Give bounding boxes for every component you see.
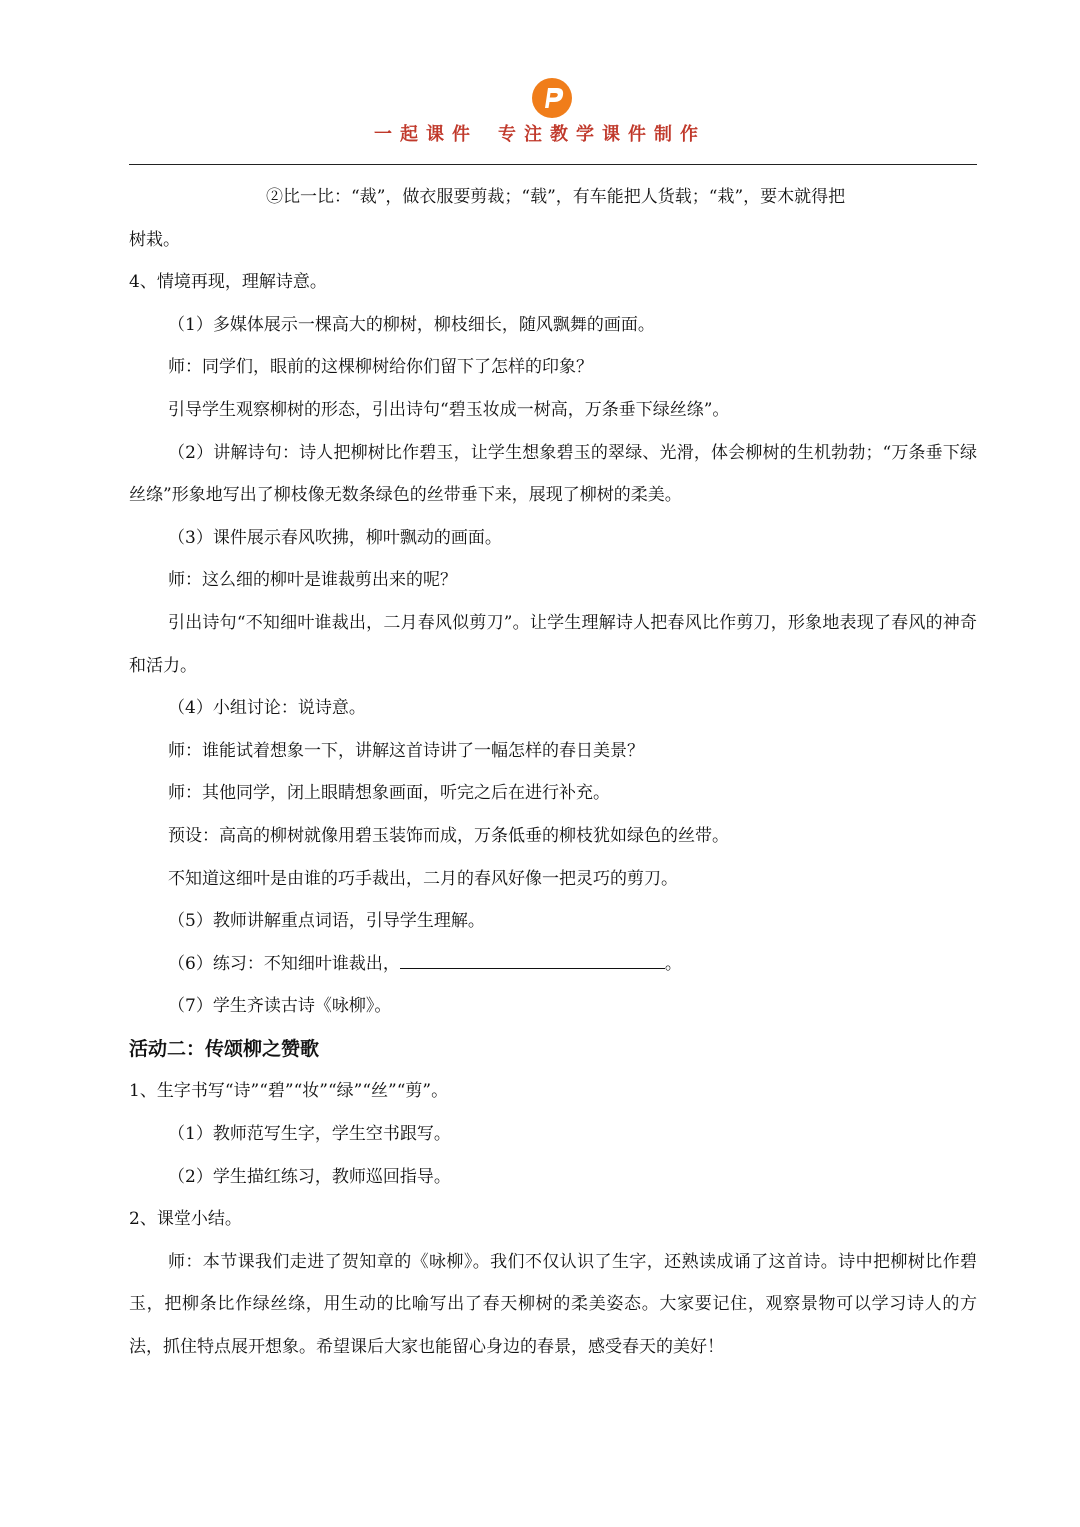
paragraph: （4）小组讨论：说诗意。 [168, 698, 366, 719]
paragraph: （1）多媒体展示一棵高大的柳树，柳枝细长，随风飘舞的画面。 [168, 314, 655, 335]
paragraph: （7）学生齐读古诗《咏柳》。 [168, 996, 392, 1017]
document-body [129, 176, 977, 1369]
paragraph: 师：本节课我们走进了贺知章的《咏柳》。我们不仅认识了生字，还熟读成诵了这首诗。诗中把柳树比作碧玉，把柳条比作绿丝绦，用生动的比喻写出了春天柳树的柔美姿态。大家要记住，观察景物可以学习诗人的方法，抓住特点展开想象。希望课后大家也能留心身边的春景，感受春天的美好！ [129, 1251, 977, 1358]
paragraph: 预设：高高的柳树就像用碧玉装饰而成，万条低垂的柳枝犹如绿色的丝带。 [168, 825, 729, 846]
paragraph: （2）讲解诗句：诗人把柳树比作碧玉，让学生想象碧玉的翠绿、光滑，体会柳树的生机勃勃；“万条垂下绿丝绦”形象地写出了柳枝像无数条绿色的丝带垂下来，展现了柳树的柔美。 [129, 442, 977, 506]
paragraph: 树栽。 [129, 229, 180, 250]
exercise-line [129, 943, 977, 986]
brand-tagline [0, 120, 1080, 146]
paragraph: 师：同学们，眼前的这棵柳树给你们留下了怎样的印象？ [168, 357, 593, 378]
paragraph: 引导学生观察柳树的形态，引出诗句“碧玉妆成一树高，万条垂下绿丝绦”。 [168, 399, 730, 420]
section-heading: 4、情境再现，理解诗意。 [129, 272, 327, 293]
brand-slogan: 专注教学课件制作 [498, 124, 706, 145]
paragraph: 师：谁能试着想象一下，讲解这首诗讲了一幅怎样的春日美景？ [168, 740, 644, 761]
brand-name: 一起课件 [374, 124, 478, 145]
paragraph: 师：其他同学，闭上眼睛想象画面，听完之后在进行补充。 [168, 783, 610, 804]
paragraph: （1）教师范写生字，学生空书跟写。 [168, 1124, 451, 1145]
paragraph: ②比一比：“裁”，做衣服要剪裁；“载”，有车能把人货载；“栽”，要木就得把 [266, 187, 846, 207]
paragraph: （5）教师讲解重点词语，引导学生理解。 [168, 911, 485, 932]
exercise-prompt: （6）练习：不知细叶谁裁出， [168, 953, 400, 974]
paragraph: 不知道这细叶是由谁的巧手裁出，二月的春风好像一把灵巧的剪刀。 [168, 868, 678, 889]
section-heading: 2、课堂小结。 [129, 1209, 242, 1230]
header-divider [129, 164, 977, 165]
section-heading: 1、生字书写“诗”“碧”“妆”“绿”“丝”“剪”。 [129, 1081, 449, 1102]
logo-icon [531, 77, 573, 119]
paragraph: 引出诗句“不知细叶谁裁出，二月春风似剪刀”。让学生理解诗人把春风比作剪刀，形象地表现了春风的神奇和活力。 [129, 612, 977, 676]
fill-in-blank [400, 948, 665, 969]
paragraph: （3）课件展示春风吹拂，柳叶飘动的画面。 [168, 527, 502, 548]
paragraph: （2）学生描红练习，教师巡回指导。 [168, 1166, 451, 1187]
activity-heading: 活动二：传颂柳之赞歌 [129, 1037, 320, 1060]
exercise-end: 。 [664, 953, 682, 974]
paragraph: 师：这么细的柳叶是谁裁剪出来的呢？ [168, 570, 457, 591]
